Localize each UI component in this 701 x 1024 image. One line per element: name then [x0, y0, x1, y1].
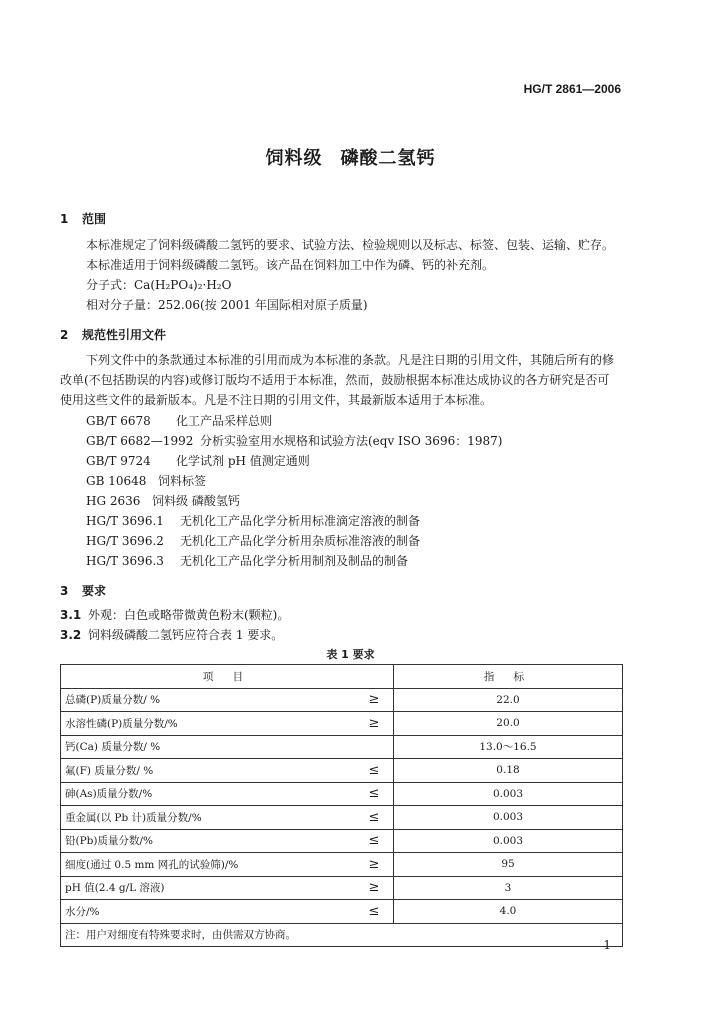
standard-code: HG/T 2861—2006: [523, 82, 621, 96]
table-row: [61, 759, 623, 783]
row-item: 铅(Pb)质量分数/%: [61, 829, 356, 853]
requirement-number: 3.1: [60, 608, 82, 622]
section-3-number: 3: [60, 584, 69, 598]
row-value: 20.0: [394, 712, 623, 736]
reference-title: 化工产品采样总则: [176, 414, 273, 428]
row-value: 0.003: [394, 829, 623, 853]
row-item: 水溶性磷(P)质量分数/%: [61, 712, 356, 736]
row-value: 0.18: [394, 759, 623, 783]
reference-item: [86, 552, 408, 569]
reference-item: [86, 412, 272, 429]
reference-code: GB 10648: [86, 474, 147, 488]
page-number: 1: [603, 938, 611, 952]
table-row: [61, 829, 623, 853]
table-row: [61, 853, 623, 877]
reference-title: 分析实验室用水规格和试验方法(eqv ISO 3696：1987): [200, 434, 503, 448]
table-row: [61, 712, 623, 736]
row-comparator: ≤: [355, 829, 394, 853]
section-1-title: 范围: [82, 212, 107, 226]
section-2-heading: [60, 326, 166, 343]
row-comparator: [355, 735, 394, 759]
reference-item: [86, 452, 310, 469]
row-item: 水分/%: [61, 900, 356, 924]
row-comparator: ≤: [355, 759, 394, 783]
requirement-text: 饲料级磷酸二氢钙应符合表 1 要求。: [88, 628, 284, 642]
requirement-3-1: [60, 606, 289, 623]
reference-code: HG/T 3696.1: [86, 514, 164, 528]
table-row: [61, 735, 623, 759]
section-3-heading: [60, 582, 106, 599]
requirement-number: 3.2: [60, 628, 82, 642]
row-comparator: ≤: [355, 900, 394, 924]
section-2-title: 规范性引用文件: [82, 328, 167, 342]
requirement-text: 外观：白色或略带微黄色粉末(颗粒)。: [88, 608, 290, 622]
section-1-number: 1: [60, 212, 69, 226]
scope-line-1: 本标准规定了饲料级磷酸二氢钙的要求、试验方法、检验规则以及标志、标签、包装、运输、贮存。: [86, 238, 615, 252]
molecular-formula: 分子式：Ca(H₂PO₄)₂·H₂O: [86, 278, 232, 292]
table-note: 注：用户对细度有特殊要求时，由供需双方协商。: [61, 923, 623, 947]
table-row: [61, 688, 623, 712]
reference-title: 化学试剂 pH 值测定通则: [176, 454, 310, 468]
reference-item: [86, 492, 240, 509]
reference-code: GB/T 6682—1992: [86, 434, 194, 448]
reference-code: HG 2636: [86, 494, 141, 508]
table-row: [61, 876, 623, 900]
row-item: 重金属(以 Pb 计)质量分数/%: [61, 806, 356, 830]
reference-code: HG/T 3696.3: [86, 554, 164, 568]
table-row: [61, 806, 623, 830]
row-item: 氟(F) 质量分数/ %: [61, 759, 356, 783]
column-header-item: 项 目: [61, 665, 394, 689]
requirements-table: [60, 664, 623, 947]
row-value: 22.0: [394, 688, 623, 712]
document-title: [0, 144, 701, 170]
title-part-1: 饲料级: [265, 148, 323, 169]
reference-code: HG/T 3696.2: [86, 534, 164, 548]
reference-title: 无机化工产品化学分析用制剂及制品的制备: [180, 554, 409, 568]
row-comparator: ≤: [355, 806, 394, 830]
row-value: 13.0～16.5: [394, 735, 623, 759]
section-2-number: 2: [60, 328, 69, 342]
section-1-heading: [60, 210, 106, 227]
reference-code: GB/T 9724: [86, 454, 151, 468]
table-note-row: [61, 923, 623, 947]
row-comparator: ≥: [355, 712, 394, 736]
reference-title: 饲料标签: [158, 474, 207, 488]
table-row: [61, 782, 623, 806]
reference-code: GB/T 6678: [86, 414, 151, 428]
row-item: pH 值(2.4 g/L 溶液): [61, 876, 356, 900]
reference-item: [86, 432, 502, 449]
row-value: 3: [394, 876, 623, 900]
reference-item: [86, 472, 206, 489]
references-intro: [60, 350, 620, 410]
requirement-3-2: [60, 626, 283, 643]
references-intro-text: 下列文件中的条款通过本标准的引用而成为本标准的条款。凡是注日期的引用文件，其随后所有的修改单(不包括勘误的内容)或修订版均不适用于本标准，然而，鼓励根据本标准达成协议的各方研究是否可使用这些文件的最新版本。凡是不注日期的引用文件，其最新版本适用于本标准。: [60, 353, 615, 407]
row-item: 钙(Ca) 质量分数/ %: [61, 735, 356, 759]
table-header-row: [61, 665, 623, 689]
row-item: 总磷(P)质量分数/ %: [61, 688, 356, 712]
section-3-title: 要求: [82, 584, 107, 598]
row-value: 0.003: [394, 806, 623, 830]
row-comparator: ≤: [355, 782, 394, 806]
row-item: 细度(通过 0.5 mm 网孔的试验筛)/%: [61, 853, 356, 877]
table-row: [61, 900, 623, 924]
table-caption: 表 1 要求: [326, 648, 375, 661]
row-value: 4.0: [394, 900, 623, 924]
reference-title: 无机化工产品化学分析用标准滴定溶液的制备: [180, 514, 421, 528]
row-value: 95: [394, 853, 623, 877]
scope-line-2: 本标准适用于饲料级磷酸二氢钙。该产品在饲料加工中作为磷、钙的补充剂。: [86, 258, 495, 272]
column-header-value: 指 标: [394, 665, 623, 689]
row-value: 0.003: [394, 782, 623, 806]
row-item: 砷(As)质量分数/%: [61, 782, 356, 806]
title-part-2: 磷酸二氢钙: [340, 148, 436, 169]
row-comparator: ≥: [355, 853, 394, 877]
reference-item: [86, 532, 420, 549]
molecular-weight: 相对分子量：252.06(按 2001 年国际相对原子质量): [86, 298, 368, 312]
reference-title: 无机化工产品化学分析用杂质标准溶液的制备: [180, 534, 421, 548]
reference-title: 饲料级 磷酸氢钙: [152, 494, 240, 508]
reference-item: [86, 512, 420, 529]
row-comparator: ≥: [355, 876, 394, 900]
row-comparator: ≥: [355, 688, 394, 712]
